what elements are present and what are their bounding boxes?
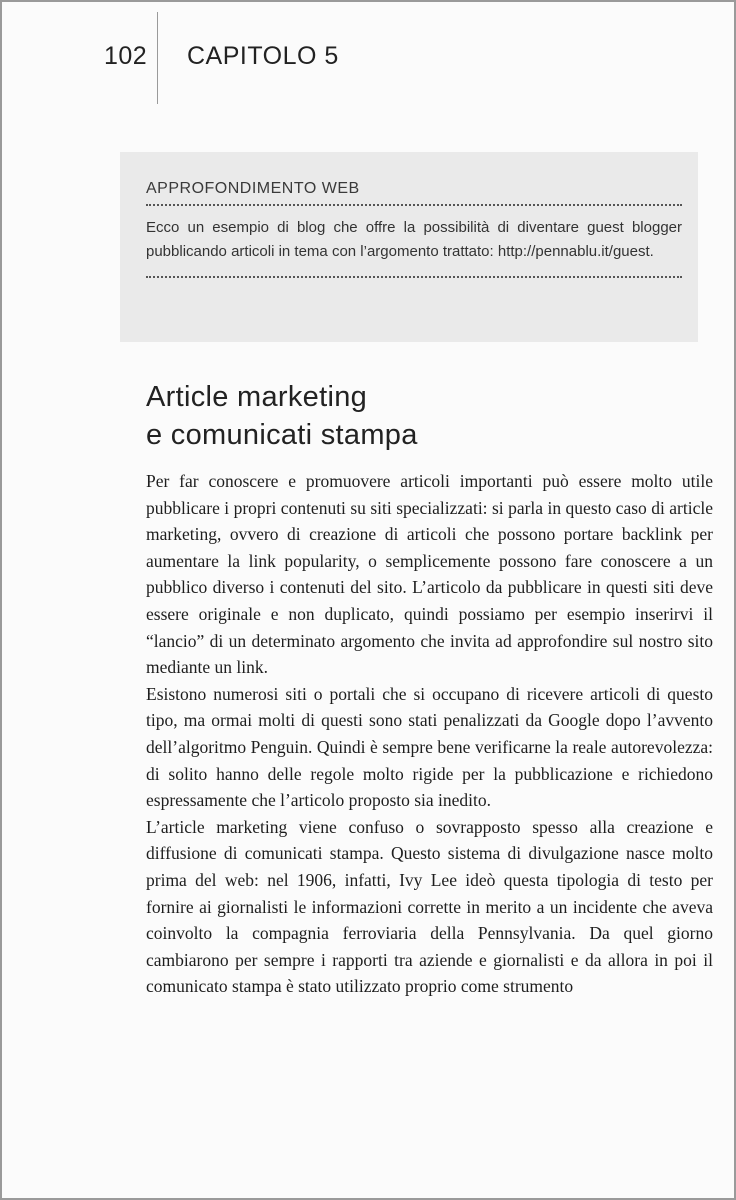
section-title-line1: Article marketing — [146, 381, 368, 413]
web-insight-content — [146, 178, 682, 278]
dotted-divider-top — [146, 204, 682, 206]
paragraph: Per far conoscere e promuovere articoli importanti può essere molto utile pubblicare i propri contenuti su siti specializzati: si parla in questo caso di article marketing, ovvero di creazione di articoli che possono portare backlink per aumentare la link popularity, o semplicemente possono fare conoscere a un pubblico diverso i contenuti del sito. L’articolo da pubblicare in questi siti deve essere originale e non duplicato, quindi possiamo per esempio inserirvi il “lancio” di un determinato argomento che invita ad approfondire sul nostro sito mediante un link. — [146, 471, 713, 678]
web-insight-box — [120, 152, 698, 342]
header-divider — [157, 12, 158, 104]
section-title — [146, 378, 706, 454]
paragraph: L’article marketing viene confuso o sovrapposto spesso alla creazione e diffusione di comunicati stampa. Questo sistema di divulgazione nasce molto prima del web: nel 1906, infatti, Ivy Lee ideò questa tipologia di testo per fornire ai giornalisti le informazioni corrette in merito a un incidente che aveva coinvolto la compagnia ferroviaria della Pennsylvania. Da quel giorno cambiarono per sempre i rapporti tra aziende e giornalisti e da allora in poi il comunicato stampa è stato utilizzato proprio come strumento — [146, 816, 713, 997]
dotted-divider-bottom — [146, 276, 682, 278]
page-number: 102 — [104, 42, 148, 70]
web-insight-text: Ecco un esempio di blog che offre la possibilità di diventare guest blogger pubblicando articoli in tema con l’argomento trattato: http://pennablu.it/guest. — [146, 219, 682, 260]
section-title-line2: e comunicati stampa — [146, 419, 418, 451]
page-header — [2, 2, 734, 102]
body-text — [146, 468, 713, 1000]
chapter-title: CAPITOLO 5 — [187, 42, 339, 70]
web-insight-title: APPROFONDIMENTO WEB — [146, 180, 360, 197]
paragraph: Esistono numerosi siti o portali che si occupano di ricevere articoli di questo tipo, ma ormai molti di questi sono stati penalizzati da Google dopo l’avvento dell’algoritmo Penguin. Quindi è sempre bene verificarne la reale autorevolezza: di solito hanno delle regole molto rigide per la pubblicazione e richiedono espressamente che l’articolo proposto sia inedito. — [146, 683, 713, 811]
